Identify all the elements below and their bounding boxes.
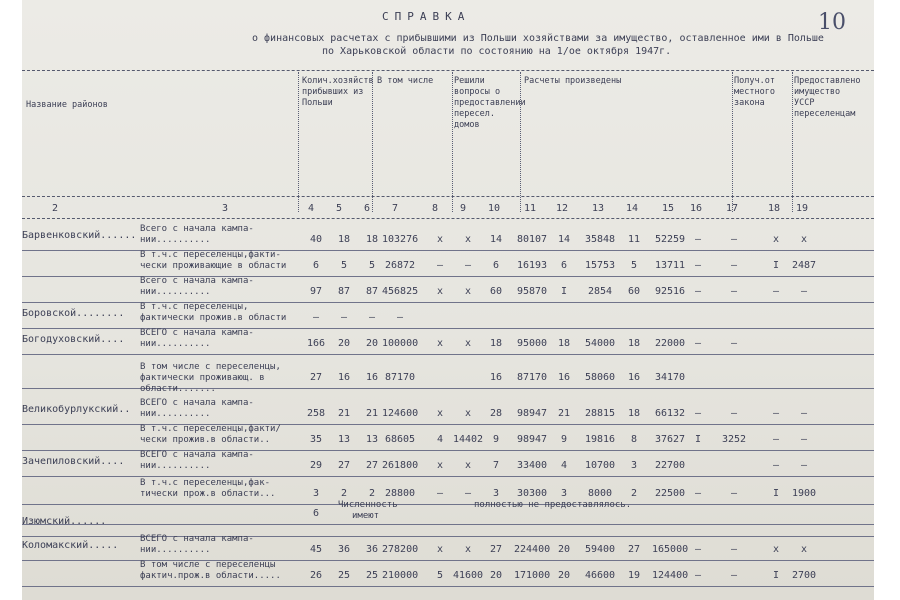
cell-col-9: x [464, 408, 472, 419]
cell-col-7: 456825 [382, 286, 419, 297]
cell-col-7: 100000 [382, 338, 419, 349]
cell-col-14: 11 [627, 234, 641, 245]
column-number-17: 17 [726, 203, 739, 214]
cell-col-16: I [694, 434, 702, 445]
cell-col-14: 3 [630, 460, 638, 471]
cell-col-11: 171000 [514, 570, 551, 581]
cell-col-6: 2 [368, 488, 376, 499]
cell-col-18: x [772, 544, 780, 555]
cell-col-7: 28800 [384, 488, 416, 499]
row-description: ВСЕГО с начала кампа- нии.......... [140, 328, 254, 349]
row-description: ВСЕГО с начала кампа- нии.......... [140, 534, 254, 555]
cell-col-6: – [368, 312, 376, 323]
row-description: Всего с начала кампа- нии.......... [140, 224, 254, 245]
cell-col-10: 16 [489, 372, 503, 383]
cell-col-11: 224400 [514, 544, 551, 555]
cell-col-15: 37627 [654, 434, 686, 445]
column-divider [732, 72, 733, 212]
cell-col-12: 6 [560, 260, 568, 271]
cell-col-11: 33400 [516, 460, 548, 471]
cell-col-9: x [464, 286, 472, 297]
cell-col-17: – [730, 260, 738, 271]
cell-col-5: 27 [337, 460, 351, 471]
cell-col-10: 3 [492, 488, 500, 499]
cell-col-8: x [436, 338, 444, 349]
cell-col-9: x [464, 338, 472, 349]
cell-col-5: 36 [337, 544, 351, 555]
column-number-11: 11 [524, 203, 537, 214]
page-number: 10 [818, 10, 846, 35]
cell-col-19: – [800, 286, 808, 297]
izum-note: полностью не предоставлялось. [474, 500, 632, 510]
cell-col-11: 98947 [516, 408, 548, 419]
cell-col-8: x [436, 234, 444, 245]
cell-col-8: x [436, 408, 444, 419]
cell-col-14: 2 [630, 488, 638, 499]
cell-col-14: 18 [627, 408, 641, 419]
cell-col-17: – [730, 570, 738, 581]
cell-col-8: x [436, 286, 444, 297]
cell-col-6: 87 [365, 286, 379, 297]
cell-col-15: 13711 [654, 260, 686, 271]
cell-col-7: – [396, 312, 404, 323]
row-description: В т.ч.с переселенцы,факти- чески проживающие в области [140, 250, 287, 271]
region-name: Боровской........ [22, 308, 125, 319]
cell-col-7: 210000 [382, 570, 419, 581]
cell-col-7: 261800 [382, 460, 419, 471]
cell-col-5: 21 [337, 408, 351, 419]
cell-col-18: – [772, 286, 780, 297]
cell-col-19: 2700 [791, 570, 817, 581]
cell-col-13: 2854 [587, 286, 613, 297]
col-header-settlements: Расчеты произведены [524, 76, 622, 86]
cell-col-4: 35 [309, 434, 323, 445]
column-number-18: 18 [768, 203, 781, 214]
cell-col-4: 97 [309, 286, 323, 297]
cell-col-12: 21 [557, 408, 571, 419]
row-description: Всего с начала кампа- нии.......... [140, 276, 254, 297]
document-page [22, 0, 874, 600]
cell-col-13: 54000 [584, 338, 616, 349]
cell-col-16: – [694, 488, 702, 499]
cell-col-9: – [464, 488, 472, 499]
cell-col-10: 7 [492, 460, 500, 471]
col-header-received: Получ.от местного закона [734, 76, 775, 108]
cell-col-13: 59400 [584, 544, 616, 555]
cell-col-6: 13 [365, 434, 379, 445]
cell-col-4: 26 [309, 570, 323, 581]
cell-col-18: – [772, 434, 780, 445]
cell-col-11: 80107 [516, 234, 548, 245]
cell-col-6: 18 [365, 234, 379, 245]
cell-col-15: 22500 [654, 488, 686, 499]
cell-col-10: 20 [489, 570, 503, 581]
cell-col-10: 14 [489, 234, 503, 245]
cell-col-16: – [694, 570, 702, 581]
cell-col-11: 16193 [516, 260, 548, 271]
cell-col-9: x [464, 544, 472, 555]
column-number-13: 13 [592, 203, 605, 214]
cell-col-13: 8000 [587, 488, 613, 499]
cell-col-17: – [730, 234, 738, 245]
cell-col-14: 8 [630, 434, 638, 445]
cell-col-6: 21 [365, 408, 379, 419]
izum-note-b: имеют [352, 511, 380, 521]
cell-col-6: 16 [365, 372, 379, 383]
column-number-15: 15 [662, 203, 675, 214]
cell-col-12: 4 [560, 460, 568, 471]
cell-col-14: 5 [630, 260, 638, 271]
cell-col-16: – [694, 338, 702, 349]
cell-col-8: x [436, 544, 444, 555]
cell-col-6: 20 [365, 338, 379, 349]
cell-col-10: 18 [489, 338, 503, 349]
cell-col-12: 3 [560, 488, 568, 499]
cell-col-16: – [694, 234, 702, 245]
cell-col-10: 6 [492, 260, 500, 271]
region-name: Великобурлукский.. [22, 404, 131, 415]
col-header-houses: Решили вопросы о предоставлении пересел. домов [454, 76, 526, 130]
cell-col-18: – [772, 460, 780, 471]
cell-col-6: 36 [365, 544, 379, 555]
cell-col-4: 27 [309, 372, 323, 383]
cell-col-14: 27 [627, 544, 641, 555]
cell-col-19: – [800, 408, 808, 419]
cell-col-11: 30300 [516, 488, 548, 499]
cell-col-15: 66132 [654, 408, 686, 419]
row-description: ВСЕГО с начала кампа- нии.......... [140, 398, 254, 419]
cell-col-5: 16 [337, 372, 351, 383]
cell-col-7: 124600 [382, 408, 419, 419]
cell-col-5: 13 [337, 434, 351, 445]
column-number-19: 19 [796, 203, 809, 214]
column-number-12: 12 [556, 203, 569, 214]
cell-col-4: 166 [306, 338, 326, 349]
cell-col-4: 45 [309, 544, 323, 555]
cell-col-5: 5 [340, 260, 348, 271]
column-number-7: 7 [392, 203, 399, 214]
cell-col-9: – [464, 260, 472, 271]
cell-col-5: 18 [337, 234, 351, 245]
document-title: СПРАВКА [382, 10, 471, 23]
header-top-rule [22, 70, 874, 71]
document-subtitle-1: о финансовых расчетах с прибывшими из Польши хозяйствами за имущество, оставленное ими в Польше [252, 33, 824, 44]
cell-col-14: 18 [627, 338, 641, 349]
cell-col-9: x [464, 234, 472, 245]
row-description: В т.ч.с переселенцы, фактически прожив.в области [140, 302, 287, 323]
cell-col-5: 20 [337, 338, 351, 349]
cell-col-11: 95870 [516, 286, 548, 297]
region-name: Коломакский..... [22, 540, 119, 551]
cell-col-16: – [694, 544, 702, 555]
column-number-8: 8 [432, 203, 439, 214]
cell-col-6: 25 [365, 570, 379, 581]
column-number-5: 5 [336, 203, 343, 214]
column-number-14: 14 [626, 203, 639, 214]
cell-col-17: 3252 [721, 434, 747, 445]
izum-note-a: Численность [338, 500, 398, 510]
row-separator [22, 354, 874, 355]
cell-col-8: 5 [436, 570, 444, 581]
row-description: В т.ч.с переселенцы,фак- тически прож.в области... [140, 478, 276, 499]
cell-col-14: 60 [627, 286, 641, 297]
cell-col-18: x [772, 234, 780, 245]
cell-col-16: – [694, 260, 702, 271]
cell-col-10: 9 [492, 434, 500, 445]
cell-col-7: 103276 [382, 234, 419, 245]
region-name: Изюмский...... [22, 516, 107, 527]
cell-col-19: 2487 [791, 260, 817, 271]
cell-col-12: 9 [560, 434, 568, 445]
cell-col-12: 16 [557, 372, 571, 383]
row-description: ВСЕГО с начала кампа- нии.......... [140, 450, 254, 471]
cell-col-16: – [694, 408, 702, 419]
cell-col-11: 98947 [516, 434, 548, 445]
cell-col-17: – [730, 544, 738, 555]
cell-col-4: 29 [309, 460, 323, 471]
cell-col-12: 20 [557, 544, 571, 555]
row-description: В т.ч.с переселенцы,факти/ чески прожив.в области.. [140, 424, 281, 445]
column-number-16: 16 [690, 203, 703, 214]
header-bottom-rule [22, 196, 874, 197]
cell-col-6: 5 [368, 260, 376, 271]
colnum-rule [22, 218, 874, 219]
cell-col-8: – [436, 488, 444, 499]
cell-col-4: 6 [312, 260, 320, 271]
cell-col-10: 60 [489, 286, 503, 297]
row-separator [22, 476, 874, 477]
cell-col-16: – [694, 286, 702, 297]
row-description: В том числе с переселенцы фактич.прож.в области..... [140, 560, 281, 581]
col-header-of-them: В том числе [377, 76, 434, 86]
cell-col-7: 26872 [384, 260, 416, 271]
column-number-2: 2 [52, 203, 59, 214]
cell-col-9: 41600 [452, 570, 484, 581]
cell-col-13: 46600 [584, 570, 616, 581]
cell-col-5: – [340, 312, 348, 323]
row-separator [22, 504, 874, 505]
cell-col-18: – [772, 408, 780, 419]
cell-col-12: I [560, 286, 568, 297]
cell-col-10: 27 [489, 544, 503, 555]
cell-col-5: 87 [337, 286, 351, 297]
row-description: В том числе с переселенцы, фактически проживающ. в области....... [140, 362, 281, 394]
cell-col-4: 6 [312, 508, 320, 519]
col-header-provided: Предоставлено имущество УССР переселенцам [794, 76, 861, 119]
cell-col-12: 14 [557, 234, 571, 245]
column-number-3: 3 [222, 203, 229, 214]
cell-col-17: – [730, 286, 738, 297]
col-header-households: Колич.хозяйств прибывших из Польши [302, 76, 374, 108]
cell-col-19: 1900 [791, 488, 817, 499]
cell-col-18: I [772, 488, 780, 499]
cell-col-17: – [730, 488, 738, 499]
cell-col-4: 3 [312, 488, 320, 499]
cell-col-13: 28815 [584, 408, 616, 419]
cell-col-17: – [730, 408, 738, 419]
cell-col-12: 20 [557, 570, 571, 581]
region-name: Барвенковский...... [22, 230, 137, 241]
cell-col-5: 25 [337, 570, 351, 581]
cell-col-11: 87170 [516, 372, 548, 383]
column-number-4: 4 [308, 203, 315, 214]
cell-col-14: 16 [627, 372, 641, 383]
cell-col-7: 87170 [384, 372, 416, 383]
column-divider [452, 72, 453, 212]
cell-col-5: 2 [340, 488, 348, 499]
cell-col-8: – [436, 260, 444, 271]
cell-col-15: 165000 [652, 544, 689, 555]
cell-col-15: 92516 [654, 286, 686, 297]
cell-col-8: 4 [436, 434, 444, 445]
cell-col-13: 58060 [584, 372, 616, 383]
cell-col-4: – [312, 312, 320, 323]
cell-col-13: 35848 [584, 234, 616, 245]
cell-col-15: 34170 [654, 372, 686, 383]
cell-col-4: 40 [309, 234, 323, 245]
cell-col-12: 18 [557, 338, 571, 349]
cell-col-7: 68605 [384, 434, 416, 445]
cell-col-19: – [800, 460, 808, 471]
column-number-9: 9 [460, 203, 467, 214]
cell-col-18: I [772, 260, 780, 271]
cell-col-10: 28 [489, 408, 503, 419]
cell-col-9: 14402 [452, 434, 484, 445]
row-separator [22, 586, 874, 587]
cell-col-9: x [464, 460, 472, 471]
document-subtitle-2: по Харьковской области по состоянию на 1/ое октября 1947г. [322, 46, 672, 57]
cell-col-15: 22700 [654, 460, 686, 471]
region-name: Зачепиловский.... [22, 456, 125, 467]
cell-col-19: – [800, 434, 808, 445]
cell-col-14: 19 [627, 570, 641, 581]
cell-col-7: 278200 [382, 544, 419, 555]
cell-col-18: I [772, 570, 780, 581]
cell-col-15: 124400 [652, 570, 689, 581]
cell-col-13: 15753 [584, 260, 616, 271]
cell-col-19: x [800, 544, 808, 555]
cell-col-15: 22000 [654, 338, 686, 349]
cell-col-11: 95000 [516, 338, 548, 349]
row-separator [22, 524, 874, 525]
cell-col-17: – [730, 338, 738, 349]
region-name: Богодуховский.... [22, 334, 125, 345]
cell-col-19: x [800, 234, 808, 245]
column-number-6: 6 [364, 203, 371, 214]
cell-col-8: x [436, 460, 444, 471]
cell-col-13: 19816 [584, 434, 616, 445]
cell-col-15: 52259 [654, 234, 686, 245]
cell-col-4: 258 [306, 408, 326, 419]
column-divider [298, 72, 299, 212]
cell-col-6: 27 [365, 460, 379, 471]
col-header-name: Название районов [26, 100, 108, 110]
cell-col-13: 10700 [584, 460, 616, 471]
column-number-10: 10 [488, 203, 501, 214]
column-divider [372, 72, 373, 212]
